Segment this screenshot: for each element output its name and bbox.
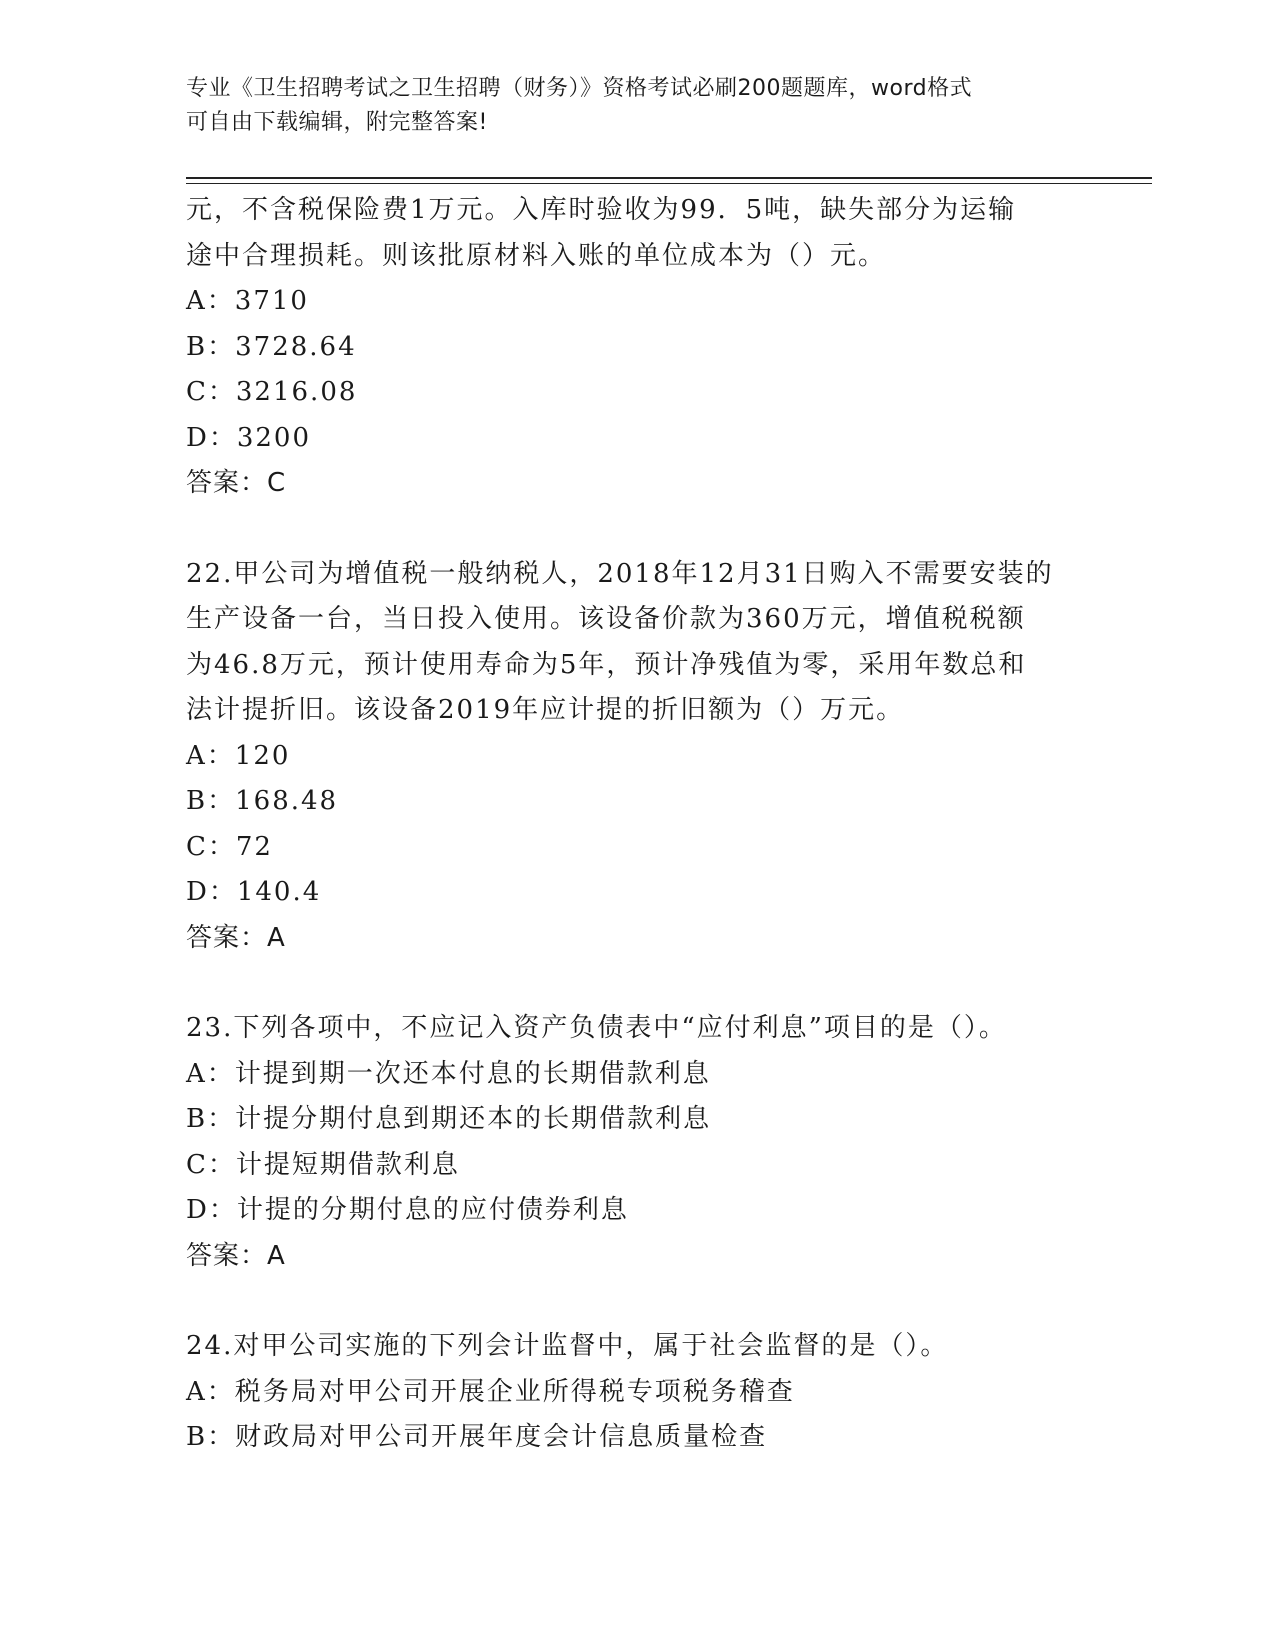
answer-value: A [267, 922, 285, 953]
option-c: C：72 [186, 831, 273, 862]
option-a: A：120 [186, 740, 291, 771]
option-a: A：3710 [186, 286, 309, 316]
option-c: C：计提短期借款利息 [186, 1149, 460, 1180]
header-title-line-2: 可自由下载编辑，附完整答案! [186, 110, 488, 135]
option-c: C：3216.08 [186, 377, 358, 407]
option-a: A：税务局对甲公司开展企业所得税专项税务稽查 [186, 1376, 795, 1407]
question-stem-line: 22.甲公司为增值税一般纳税人，2018年12月31日购入不需要安装的 [186, 558, 1054, 589]
question-stem-line: 生产设备一台，当日投入使用。该设备价款为360万元，增值税税额 [186, 604, 1026, 634]
answer-line [186, 461, 1086, 507]
header-divider-thin [186, 183, 1152, 184]
question-23 [186, 1006, 1086, 1279]
option-a: A：计提到期一次还本付息的长期借款利息 [186, 1058, 711, 1089]
option-b: B：财政局对甲公司开展年度会计信息质量检查 [186, 1422, 768, 1452]
question-stem-line: 法计提折旧。该设备2019年应计提的折旧额为（）万元。 [186, 695, 905, 725]
question-list [186, 188, 1086, 1461]
question-stem-line: 途中合理损耗。则该批原材料入账的单位成本为（）元。 [186, 240, 887, 271]
question-stem-line: 24.对甲公司实施的下列会计监督中，属于社会监督的是（）。 [186, 1331, 949, 1361]
answer-label: 答案： [186, 468, 268, 498]
header-divider-thick [186, 177, 1152, 179]
document-header [186, 72, 1066, 140]
answer-label: 答案： [186, 1240, 268, 1271]
option-b: B：168.48 [186, 786, 339, 816]
question-24 [186, 1324, 1086, 1461]
option-b: B：计提分期付息到期还本的长期借款利息 [186, 1104, 712, 1134]
header-title-line-1: 专业《卫生招聘考试之卫生招聘（财务）》资格考试必刷200题题库，word格式 [186, 76, 973, 101]
question-22 [186, 552, 1086, 962]
option-b: B：3728.64 [186, 331, 357, 362]
question-stem-line: 为46.8万元，预计使用寿命为5年，预计净残值为零，采用年数总和 [186, 649, 1027, 680]
answer-value: A [267, 1240, 285, 1271]
question-stem-line: 元，不含税保险费1万元。入库时验收为99．5吨，缺失部分为运输 [186, 195, 1017, 225]
question-stem-line: 23.下列各项中，不应记入资产负债表中“应付利息”项目的是（）。 [186, 1013, 1007, 1043]
answer-line [186, 916, 1086, 962]
answer-label: 答案： [186, 922, 268, 953]
option-d: D：3200 [186, 422, 312, 453]
answer-value: C [267, 468, 286, 498]
answer-line [186, 1234, 1086, 1280]
option-d: D：计提的分期付息的应付债券利息 [186, 1195, 629, 1225]
question-21 [186, 188, 1086, 507]
option-d: D：140.4 [186, 877, 322, 907]
